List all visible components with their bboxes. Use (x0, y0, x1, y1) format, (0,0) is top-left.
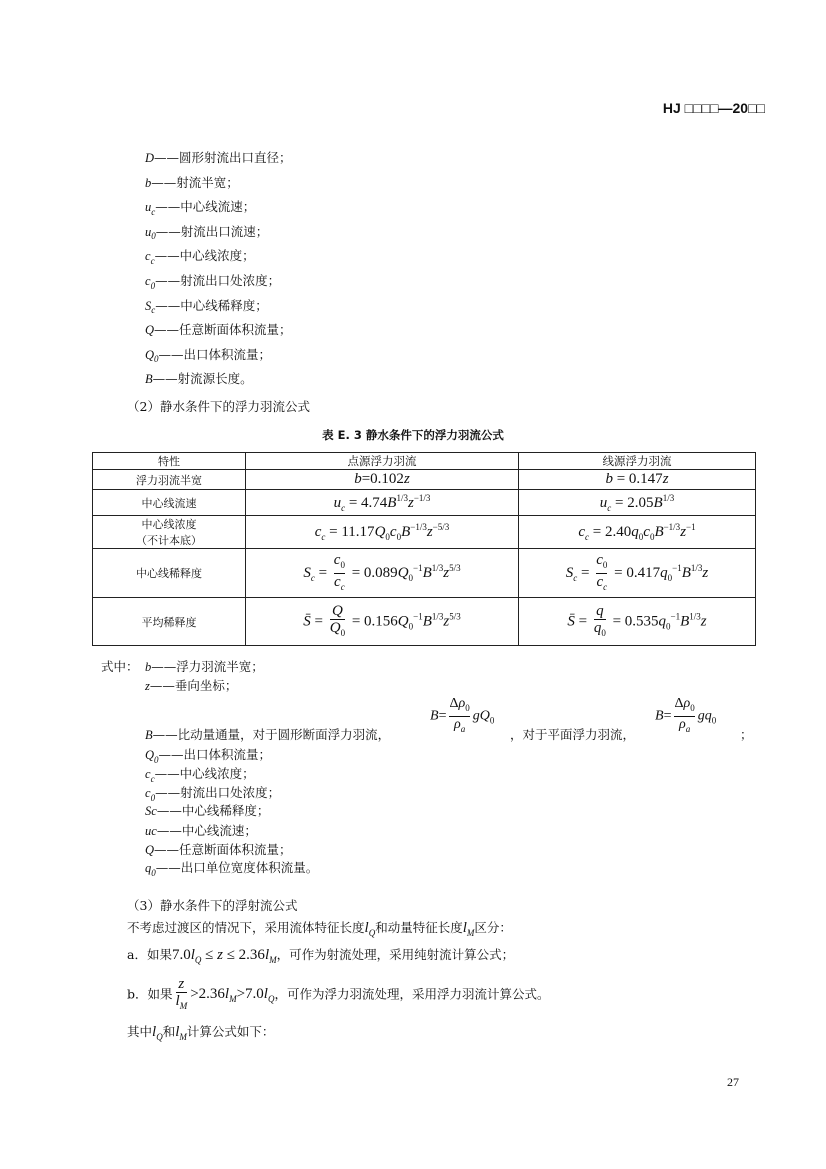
definition-symbol: D (145, 151, 155, 165)
definition-item (145, 821, 257, 841)
definition-item (145, 246, 255, 272)
formula-line: $c_c = 2.40q_0c_0B^{-1/3}z^{-1}$ (519, 516, 756, 549)
definition-item (145, 173, 239, 193)
symbol-lq: $l_Q$ (364, 920, 376, 938)
paragraph-2 (127, 1022, 274, 1042)
definition-symbol: Q (145, 748, 155, 762)
definition-text: ——中心线稀释度； (156, 803, 270, 818)
text: b．如果 (127, 986, 173, 1002)
definition-symbol: b (145, 660, 152, 674)
page-number: 27 (727, 1075, 739, 1089)
definition-symbol: c (145, 786, 151, 800)
table-header-row (93, 453, 756, 470)
header-cell: 线源浮力羽流 (519, 453, 756, 470)
definition-symbol: Q (145, 843, 155, 857)
definition-item (145, 148, 292, 168)
text: a．如果 (127, 947, 172, 962)
text: 不考虑过渡区的情况下，采用流体特征长度 (127, 920, 365, 935)
text: 和 (162, 1024, 176, 1039)
definition-text: ——中心线流速； (155, 199, 256, 215)
definition-text: ——中心线浓度； (154, 248, 255, 264)
definition-symbol: S (145, 298, 152, 313)
definition-symbol: B (145, 728, 153, 742)
row-label: 中心线流速 (93, 490, 246, 516)
definition-symbol: c (145, 249, 151, 264)
definition-symbol: uc (145, 824, 157, 838)
definition-item (145, 296, 268, 322)
definition-item (145, 725, 390, 745)
formula-table (92, 452, 756, 646)
definition-text: ——任意断面体积流量； (154, 322, 292, 338)
definition-text: ——比动量通量，对于圆形断面浮力羽流， (152, 727, 391, 742)
paragraph-a (127, 945, 514, 965)
definition-text: ——射流出口处浓度； (155, 785, 281, 800)
formula-point: b=0.102z (246, 470, 519, 490)
table-caption: 表 E. 3 静水条件下的浮力羽流公式 (322, 428, 504, 442)
definition-text: ——出口体积流量； (158, 747, 272, 762)
definition-item (145, 369, 253, 389)
header-cell: 特性 (93, 453, 246, 470)
definition-item (145, 801, 269, 821)
definition-text: ——圆形射流出口直径； (154, 150, 292, 165)
definition-text: ——中心线浓度； (154, 766, 255, 781)
definition-item (145, 320, 292, 340)
definition-text: ——射流出口处浓度； (155, 273, 281, 288)
formula-b-planar: B= $\frac{\Delta\rho_0}{\rho_a}$ $gq_0$ (655, 696, 716, 737)
definition-symbol: B (145, 372, 153, 387)
condition-b: $\frac{z}{l_M}$ $>2.36l_M>7.0l_Q$ (173, 986, 275, 1002)
text: 区分： (474, 920, 512, 935)
table-row (93, 490, 756, 516)
row-label: 平均稀释度 (93, 598, 246, 646)
table-row (93, 598, 756, 646)
where-label: 式中： (101, 659, 139, 674)
section-2-heading: （2）静水条件下的浮力羽流公式 (127, 399, 310, 414)
definition-symbol: c (145, 767, 151, 781)
definition-text: ——出口单位宽度体积流量。 (155, 860, 319, 875)
symbol-lm: $l_M$ (175, 1024, 187, 1042)
table-row (93, 470, 756, 490)
definition-subscript: 0 (154, 354, 159, 365)
definition-item (145, 858, 318, 884)
definition-item (145, 197, 255, 223)
definition-subscript: 0 (150, 792, 156, 803)
definition-subscript: 0 (151, 867, 156, 878)
formula-point: $c_c = 11.17Q_0c_0B^{-1/3}z^{-5/3}$ (246, 516, 519, 549)
table-row (93, 516, 756, 549)
definition-symbol: z (145, 679, 150, 693)
definition-symbol: u (145, 224, 152, 239)
b-mid-text: ，对于平面浮力羽流， (510, 727, 636, 742)
condition-a: $7.0l_Q \le z \le 2.36l_M$ (171, 947, 277, 965)
definition-text: ——浮力羽流半宽； (151, 659, 264, 674)
definition-item (145, 840, 292, 860)
definition-text: ——垂向坐标； (149, 678, 238, 693)
text: ，可作为射流处理，采用纯射流计算公式； (276, 947, 515, 962)
definition-symbol: b (145, 175, 152, 190)
definition-symbol: Q (145, 347, 155, 362)
row-label-line1: 中心线浓度 (141, 518, 197, 531)
definition-symbol: Sc (145, 804, 157, 818)
row-label (93, 516, 246, 549)
formula-line: $u_c = 2.05B^{1/3}$ (519, 490, 756, 516)
definition-item (145, 222, 268, 248)
symbol-lq: $l_Q$ (152, 1024, 163, 1042)
paragraph-1 (127, 918, 512, 938)
formula-point: $S_c$ = $\frac{c_0}{c_c}$ = $0.089Q_0^{-1}B^{1/3}z^{5/3}$ (246, 549, 519, 598)
text: 计算公式如下： (186, 1024, 275, 1039)
formula-line: S̄ = $\frac{q}{q_0}$ = $0.535q_0^{-1}B^{1/3}z$ (519, 598, 756, 646)
b-end-text: ； (740, 727, 753, 742)
definition-text: ——中心线稀释度； (155, 297, 268, 313)
definition-subscript: c (151, 305, 156, 316)
table-row (93, 549, 756, 598)
definition-subscript: c (150, 773, 155, 784)
definition-text: ——射流源长度。 (152, 371, 253, 387)
row-label: 浮力羽流半宽 (93, 470, 246, 490)
definition-item (145, 345, 271, 371)
definition-symbol: u (145, 200, 152, 215)
definition-item (145, 271, 280, 297)
symbol-lm: $l_M$ (462, 920, 475, 938)
definition-subscript: c (151, 206, 156, 217)
definition-symbol: q (145, 861, 152, 875)
row-label-line2: （不计本底） (136, 534, 202, 547)
definition-subscript: 0 (150, 280, 156, 291)
definition-text: ——任意断面体积流量； (154, 842, 292, 857)
page-header: HJ □□□□—20□□ (662, 100, 765, 116)
definition-symbol: c (145, 274, 151, 288)
row-label: 中心线稀释度 (93, 549, 246, 598)
definition-subscript: 0 (151, 231, 156, 242)
text: 和动量特征长度 (375, 920, 463, 935)
formula-point: $u_c = 4.74B^{1/3}z^{-1/3}$ (246, 490, 519, 516)
formula-line: $S_c$ = $\frac{c_0}{c_c}$ = $0.417q_0^{-1}B^{1/3}z$ (519, 549, 756, 598)
definition-item (145, 657, 264, 677)
definition-text: ——出口体积流量； (158, 346, 272, 362)
formula-point: S̄ = $\frac{Q}{Q_0}$ = $0.156Q_0^{-1}B^{1/3}z^{5/3}$ (246, 598, 519, 646)
definition-text: ——射流半宽； (151, 174, 239, 190)
definition-subscript: c (150, 255, 155, 266)
definition-text: ——中心线流速； (156, 823, 257, 838)
definition-symbol: Q (145, 323, 155, 338)
text: 其中 (127, 1024, 153, 1039)
formula-b-circular: B= $\frac{\Delta\rho_0}{\rho_a}$ $gQ_0$ (430, 696, 494, 737)
definition-item (145, 676, 237, 696)
definition-text: ——射流出口流速； (155, 223, 269, 239)
paragraph-b (127, 976, 549, 1014)
header-cell: 点源浮力羽流 (246, 453, 519, 470)
section-3-heading: （3）静水条件下的浮射流公式 (127, 898, 298, 913)
formula-line: b = 0.147z (519, 470, 756, 490)
text: ，可作为浮力羽流处理，采用浮力羽流计算公式。 (274, 986, 550, 1002)
definition-subscript: 0 (154, 754, 159, 765)
